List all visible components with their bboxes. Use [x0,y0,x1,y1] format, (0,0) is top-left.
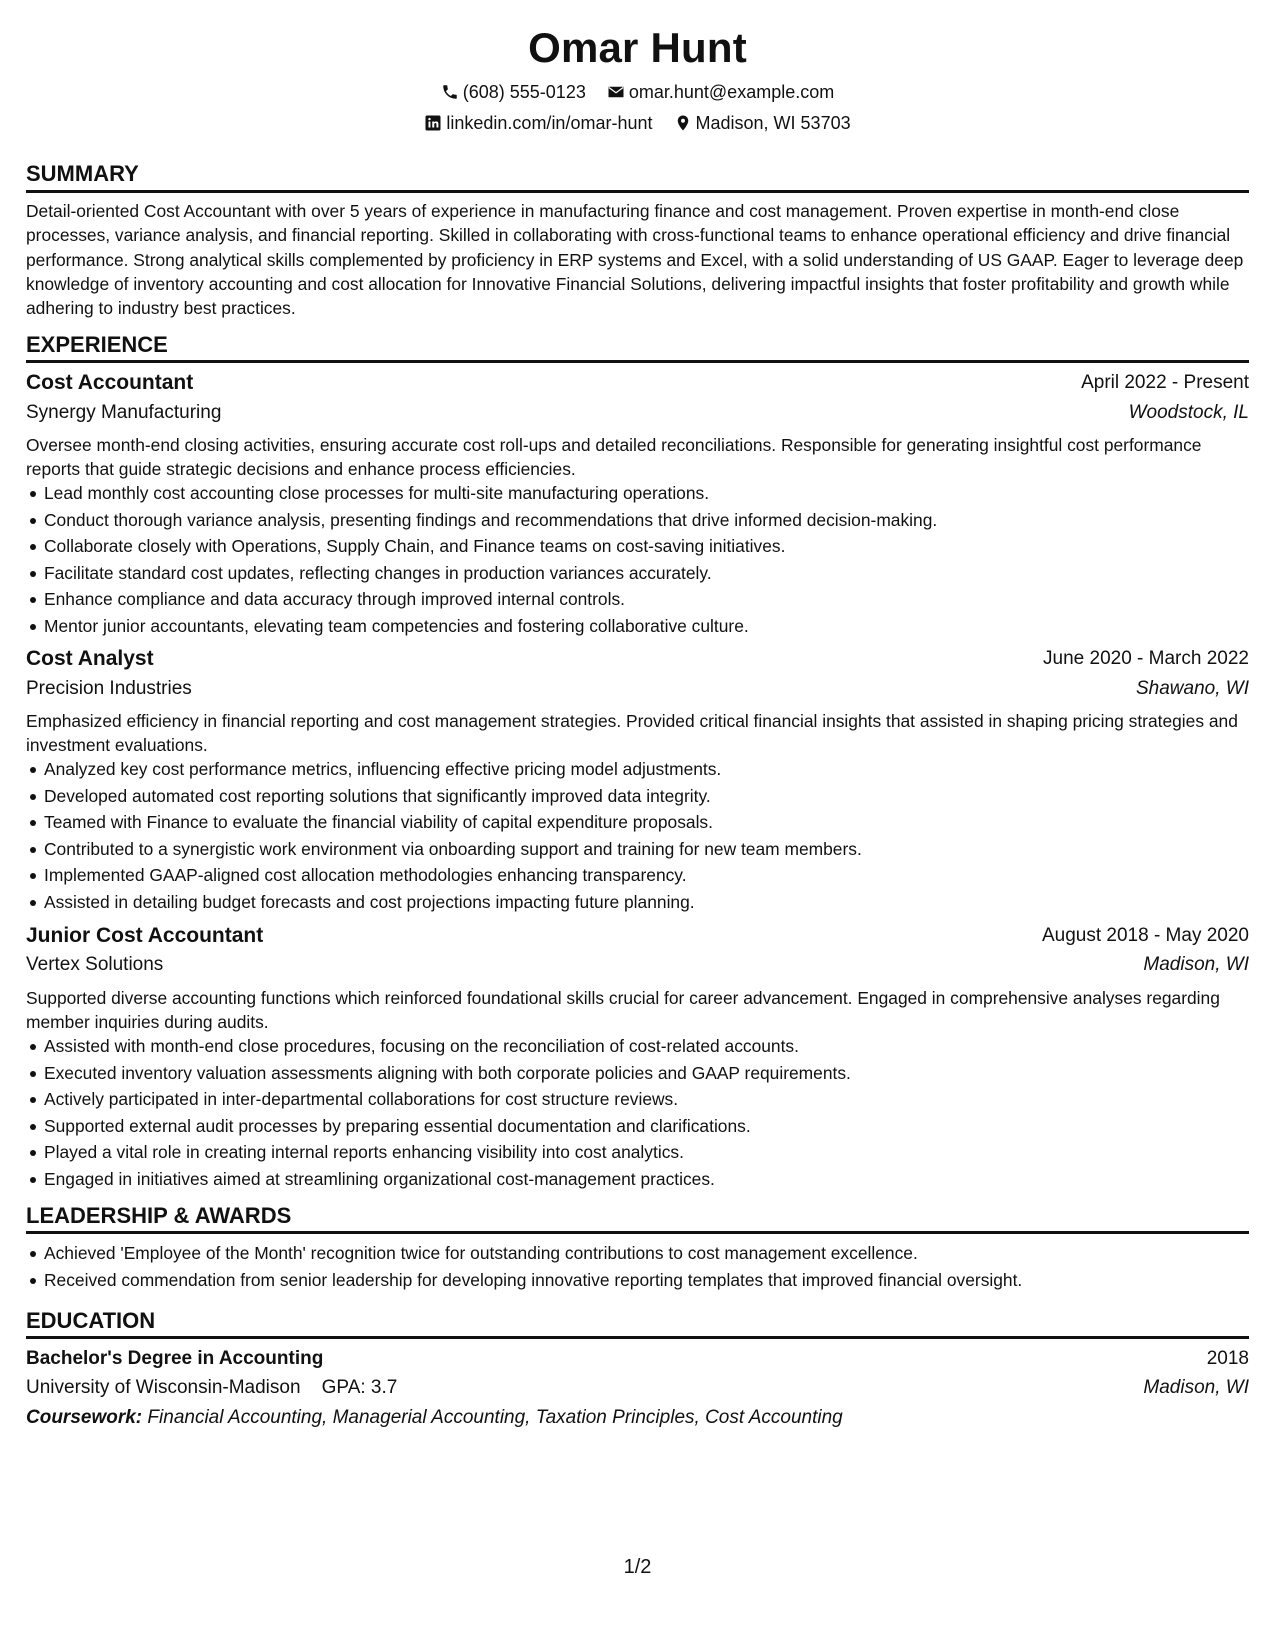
job-title: Junior Cost Accountant [26,924,264,947]
list-item: Assisted in detailing budget forecasts and cost projections impacting future planning. [26,889,1249,916]
coursework-label: Coursework: [26,1407,143,1428]
list-item: Facilitate standard cost updates, reflecting changes in production variances accurately. [26,560,1249,587]
summary-divider [26,190,1249,193]
school-location: Madison, WI [1143,1377,1249,1398]
linkedin-url[interactable]: linkedin.com/in/omar-hunt [446,113,653,133]
summary-heading: SUMMARY [26,161,139,186]
envelope-icon [607,83,625,101]
list-item: Developed automated cost reporting solutions that significantly improved data integrity. [26,783,1249,810]
list-item: Lead monthly cost accounting close processes for multi-site manufacturing operations. [26,480,1249,507]
home-location: Madison, WI 53703 [695,113,851,133]
phone-icon [441,83,459,101]
company-name: Synergy Manufacturing [26,402,222,423]
experience-divider [26,360,1249,363]
list-item: Contributed to a synergistic work environment via onboarding support and training for new team members. [26,836,1249,863]
experience-heading: EXPERIENCE [26,332,168,357]
job-bullets [26,1033,1249,1193]
list-item: Played a vital role in creating internal reports enhancing visibility into cost analytics. [26,1139,1249,1166]
job-dates: June 2020 - March 2022 [1043,648,1249,669]
company-name: Precision Industries [26,678,192,699]
job-location: Woodstock, IL [1128,402,1249,423]
map-pin-icon [674,114,692,132]
leadership-divider [26,1231,1249,1234]
school-name: University of Wisconsin-Madison [26,1377,301,1398]
job-dates: August 2018 - May 2020 [1041,925,1249,946]
school-name-gpa [26,1375,397,1401]
list-item: Assisted with month-end close procedures, focusing on the reconciliation of cost-related accounts. [26,1033,1249,1060]
list-item: Implemented GAAP-aligned cost allocation methodologies enhancing transparency. [26,862,1249,889]
job-bullets [26,480,1249,640]
list-item: Analyzed key cost performance metrics, influencing effective pricing model adjustments. [26,756,1249,783]
list-item: Supported external audit processes by preparing essential documentation and clarifications. [26,1113,1249,1140]
list-item: Collaborate closely with Operations, Supply Chain, and Finance teams on cost-saving initiatives. [26,533,1249,560]
list-item: Engaged in initiatives aimed at streamlining organizational cost-management practices. [26,1166,1249,1193]
list-item: Actively participated in inter-departmental collaborations for cost structure reviews. [26,1086,1249,1113]
job-location: Madison, WI [1143,954,1249,975]
job-description: Emphasized efficiency in financial reporting and cost management strategies. Provided critical financial insights that assisted in shaping pricing strategies and investment evaluations. [26,711,1238,756]
phone-contact [441,80,586,104]
leadership-bullets [26,1240,1249,1293]
contact-line-1 [26,80,1249,107]
phone-number: (608) 555-0123 [462,82,586,102]
job-dates: April 2022 - Present [1081,372,1249,393]
job-title: Cost Accountant [26,371,194,394]
email-address[interactable]: omar.hunt@example.com [628,82,835,102]
page-number: 1/2 [623,1556,652,1578]
coursework [26,1405,843,1431]
job-description: Oversee month-end closing activities, ensuring accurate cost roll-ups and detailed reconciliations. Responsible for generating insightful cost performance reports that guide strategic decisions and enhance process efficiencies. [26,435,1202,480]
email-contact[interactable] [607,80,834,104]
coursework-list: Financial Accounting, Managerial Accounting, Taxation Principles, Cost Accounting [147,1407,843,1428]
graduation-year: 2018 [1206,1348,1249,1369]
resume-page [26,0,1249,1650]
location-contact [674,111,851,135]
job-location: Shawano, WI [1136,678,1249,699]
gpa: GPA: 3.7 [321,1377,398,1398]
list-item: Executed inventory valuation assessments aligning with both corporate policies and GAAP requirements. [26,1060,1249,1087]
linkedin-icon [424,114,442,132]
job-title: Cost Analyst [26,647,154,670]
contact-line-2 [26,111,1249,138]
company-name: Vertex Solutions [26,954,164,975]
list-item: Teamed with Finance to evaluate the financial viability of capital expenditure proposals. [26,809,1249,836]
list-item: Enhance compliance and data accuracy through improved internal controls. [26,586,1249,613]
leadership-heading: LEADERSHIP & AWARDS [26,1203,292,1228]
education-heading: EDUCATION [26,1308,156,1333]
list-item: Received commendation from senior leadership for developing innovative reporting templates that improved financial oversight. [26,1267,1249,1294]
job-description: Supported diverse accounting functions which reinforced foundational skills crucial for career advancement. Engaged in comprehensive analyses regarding member inquiries during audits. [26,988,1220,1033]
job-bullets [26,756,1249,916]
summary-text: Detail-oriented Cost Accountant with over 5 years of experience in manufacturing finance and cost management. Proven expertise in month-end close processes, variance analysis, and financial reporting. Skilled in collaborating with cross-functional teams to enhance operational efficiency and drive financial performance. Strong analytical skills complemented by proficiency in ERP systems and Excel, with a solid understanding of US GAAP. Eager to leverage deep knowledge of inventory accounting and cost allocation for Innovative Financial Solutions, delivering impactful insights that foster profitability and growth while adhering to industry best practices. [26,201,1244,319]
list-item: Achieved 'Employee of the Month' recognition twice for outstanding contributions to cost management excellence. [26,1240,1249,1267]
list-item: Mentor junior accountants, elevating team competencies and fostering collaborative culture. [26,613,1249,640]
degree-name: Bachelor's Degree in Accounting [26,1348,324,1369]
linkedin-contact[interactable] [424,111,652,135]
education-divider [26,1336,1249,1339]
list-item: Conduct thorough variance analysis, presenting findings and recommendations that drive informed decision-making. [26,507,1249,534]
candidate-name: Omar Hunt [528,24,747,71]
